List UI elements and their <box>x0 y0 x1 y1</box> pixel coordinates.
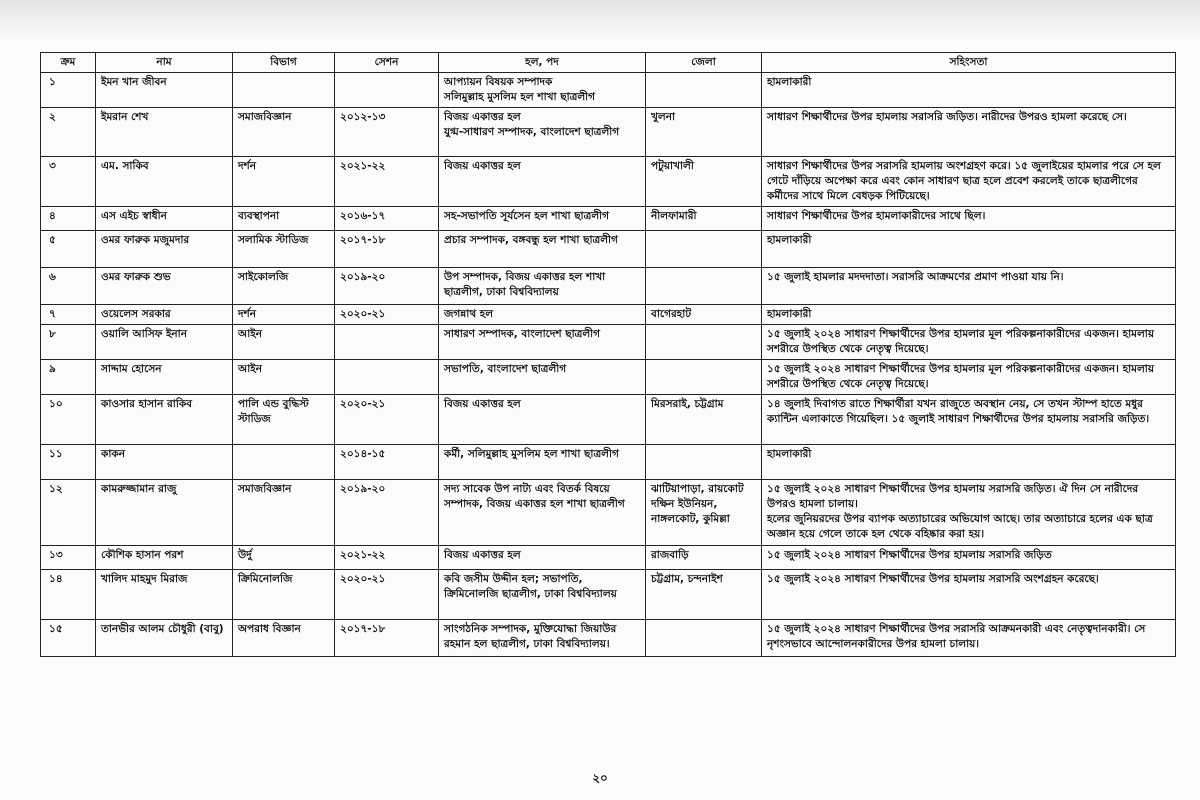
cell-serial: ৩ <box>41 157 96 207</box>
cell-violence: ১৫ জুলাই ২০২৪ সাধারণ শিক্ষার্থীদের উপর হামলায় সরাসরি জড়িত <box>762 546 1176 570</box>
cell-department: অপরাধ বিজ্ঞান <box>233 620 335 657</box>
cell-violence: ১৫ জুলাই ২০২৪ সাধারণ শিক্ষার্থীদের উপর হামলায় সরাসরি অংশগ্রহন করেছে। <box>762 570 1176 620</box>
cell-session <box>335 360 439 395</box>
cell-name: ইমরান শেখ <box>96 108 233 157</box>
cell-session: ২০১৯-২০ <box>335 480 439 546</box>
cell-session: ২০১৯-২০ <box>335 268 439 305</box>
cell-hall-post: সহ-সভাপতি সূর্যসেন হল শাখা ছাত্রলীগ <box>439 207 646 231</box>
cell-department: সমাজবিজ্ঞান <box>233 108 335 157</box>
cell-name: ওমর ফারুক মজুমদার <box>96 231 233 268</box>
cell-district <box>646 445 762 480</box>
cell-session: ২০২০-২১ <box>335 395 439 445</box>
cell-name: ইমন খান জীবন <box>96 73 233 108</box>
scan-top-shadow <box>0 0 1200 40</box>
cell-department: দর্শন <box>233 305 335 325</box>
cell-district: পটুয়াখালী <box>646 157 762 207</box>
cell-serial: ৪ <box>41 207 96 231</box>
cell-department: আইন <box>233 360 335 395</box>
cell-department: সাইকোলজি <box>233 268 335 305</box>
cell-district: মিরসরাই, চট্টগ্রাম <box>646 395 762 445</box>
page-number: ২০ <box>592 771 608 785</box>
accused-list-table <box>40 52 1176 657</box>
table-row <box>41 480 1176 546</box>
cell-district <box>646 325 762 360</box>
cell-hall-post: উপ সম্পাদক, বিজয় একাত্তর হল শাখা ছাত্রলীগ, ঢাকা বিশ্ববিদ্যালয় <box>439 268 646 305</box>
cell-department: ব্যবস্থাপনা <box>233 207 335 231</box>
cell-department <box>233 73 335 108</box>
cell-district <box>646 73 762 108</box>
cell-district: বাগেরহাট <box>646 305 762 325</box>
cell-department: সলামিক স্টাডিজ <box>233 231 335 268</box>
cell-session: ২০১২-১৩ <box>335 108 439 157</box>
cell-hall-post: কর্মী, সলিমুল্লাহ মুসলিম হল শাখা ছাত্রলীগ <box>439 445 646 480</box>
cell-hall-post: কবি জসীম উদ্দীন হল; সভাপতি, ক্রিমিনোলজি ছাত্রলীগ, ঢাকা বিশ্ববিদ্যালয় <box>439 570 646 620</box>
cell-district: চট্টগ্রাম, চন্দনাইশ <box>646 570 762 620</box>
cell-serial: ২ <box>41 108 96 157</box>
table-row <box>41 360 1176 395</box>
table-row <box>41 305 1176 325</box>
table-row <box>41 231 1176 268</box>
cell-hall-post: সাংগঠনিক সম্পাদক, মুক্তিযোদ্ধা জিয়াউর রহমান হল ছাত্রলীগ, ঢাকা বিশ্ববিদ্যালয়। <box>439 620 646 657</box>
cell-violence: ১৪ জুলাই দিবাগত রাতে শিক্ষার্থীরা যখন রাজুতে অবস্থান নেয়, সে তখন স্টাম্প হাতে মধুর ক্যান্টিন এলাকাতে গিয়েছিল। ১৫ জুলাই সাধারণ শিক্ষার্থীদের উপর হামলায় সরাসরি জড়িত। <box>762 395 1176 445</box>
cell-serial: ৯ <box>41 360 96 395</box>
cell-name: এম. সাকিব <box>96 157 233 207</box>
cell-department <box>233 445 335 480</box>
cell-violence: সাধারণ শিক্ষার্থীদের উপর সরাসরি হামলায় অংশগ্রহণ করে। ১৫ জুলাইয়ের হামলার পরে সে হল গেটে দাঁড়িয়ে অপেক্ষা করে এবং কোন সাধারণ ছাত্র হলে প্রবেশ করলেই তাকে ছাত্রলীগের কর্মীদের সাথে মিলে বেধড়ক পিটিয়েছে। <box>762 157 1176 207</box>
cell-district: ঝাটিয়াপাড়া, রায়কোট দক্ষিন ইউনিয়ন, নাঙ্গলকোট, কুমিল্লা <box>646 480 762 546</box>
cell-serial: ১৪ <box>41 570 96 620</box>
table-row <box>41 325 1176 360</box>
cell-department: দর্শন <box>233 157 335 207</box>
cell-name: সাদ্দাম হোসেন <box>96 360 233 395</box>
cell-name: ওমর ফারুক শুভ <box>96 268 233 305</box>
cell-hall-post: সাধারণ সম্পাদক, বাংলাদেশ ছাত্রলীগ <box>439 325 646 360</box>
header-district: জেলা <box>646 53 762 73</box>
cell-serial: ৫ <box>41 231 96 268</box>
cell-violence: হামলাকারী <box>762 305 1176 325</box>
cell-violence: হামলাকারী <box>762 231 1176 268</box>
cell-district <box>646 360 762 395</box>
cell-hall-post: জগন্নাথ হল <box>439 305 646 325</box>
cell-session: ২০২০-২১ <box>335 570 439 620</box>
cell-serial: ১৫ <box>41 620 96 657</box>
cell-serial: ১১ <box>41 445 96 480</box>
table-row <box>41 157 1176 207</box>
cell-hall-post: সভাপতি, বাংলাদেশ ছাত্রলীগ <box>439 360 646 395</box>
table-row <box>41 108 1176 157</box>
cell-name: এস এইচ স্বাধীন <box>96 207 233 231</box>
cell-name: ওয়ালি আসিফ ইনান <box>96 325 233 360</box>
cell-district <box>646 268 762 305</box>
cell-name: ওয়েলেস সরকার <box>96 305 233 325</box>
cell-serial: ১২ <box>41 480 96 546</box>
cell-district: রাজবাড়ি <box>646 546 762 570</box>
cell-serial: ১০ <box>41 395 96 445</box>
cell-district: নীলফামারী <box>646 207 762 231</box>
cell-name: খালিদ মাহমুদ মিরাজ <box>96 570 233 620</box>
cell-district: খুলনা <box>646 108 762 157</box>
cell-session <box>335 325 439 360</box>
cell-department: উর্দু <box>233 546 335 570</box>
header-hall-post: হল, পদ <box>439 53 646 73</box>
cell-name: কাকন <box>96 445 233 480</box>
cell-violence: হামলাকারী <box>762 73 1176 108</box>
cell-violence: ১৫ জুলাই ২০২৪ সাধারণ শিক্ষার্থীদের উপর হামলায় সরাসরি জড়িত। ঐ দিন সে নারীদের উপরও হামলা চালায়। হলের জুনিয়রদের উপর ব্যাপক অত্যাচারের অভিযোগ আছে। তার অত্যাচারে হলের এক ছাত্র অজ্ঞান হয়ে গেলে তাকে হল থেকে বহিষ্কার করা হয়। <box>762 480 1176 546</box>
cell-serial: ১৩ <box>41 546 96 570</box>
header-violence: সহিংসতা <box>762 53 1176 73</box>
cell-violence: ১৫ জুলাই ২০২৪ সাধারণ শিক্ষার্থীদের উপর হামলার মূল পরিকল্পনাকারীদের একজন। হামলায় সশরীরে উপস্থিত থেকে নেতৃত্ব দিয়েছে। <box>762 325 1176 360</box>
cell-violence: ১৫ জুলাই ২০২৪ সাধারণ শিক্ষার্থীদের উপর সরাসরি আক্রমনকারী এবং নেতৃত্বদানকারী। সে নৃশংসভাবে আন্দোলনকারীদের উপর হামলা চালায়। <box>762 620 1176 657</box>
cell-name: তানভীর আলম চৌধুরী (বাবু) <box>96 620 233 657</box>
cell-district <box>646 231 762 268</box>
cell-department: ক্রিমিনোলজি <box>233 570 335 620</box>
cell-hall-post: বিজয় একাত্তর হল <box>439 157 646 207</box>
table-row <box>41 73 1176 108</box>
cell-serial: ৬ <box>41 268 96 305</box>
table-row <box>41 620 1176 657</box>
cell-violence: সাধারণ শিক্ষার্থীদের উপর হামলায় সরাসরি জড়িত। নারীদের উপরও হামলা করেছে সে। <box>762 108 1176 157</box>
cell-session: ২০২০-২১ <box>335 305 439 325</box>
table-row <box>41 546 1176 570</box>
cell-name: কাওসার হাসান রাকিব <box>96 395 233 445</box>
cell-hall-post: প্রচার সম্পাদক, বঙ্গবন্ধু হল শাখা ছাত্রলীগ <box>439 231 646 268</box>
header-serial: ক্রম <box>41 53 96 73</box>
cell-serial: ১ <box>41 73 96 108</box>
header-department: বিভাগ <box>233 53 335 73</box>
cell-hall-post: বিজয় একাত্তর হল যুগ্ম-সাধারণ সম্পাদক, বাংলাদেশ ছাত্রলীগ <box>439 108 646 157</box>
cell-hall-post: আপ্যায়ন বিষয়ক সম্পাদক সলিমুল্লাহ মুসলিম হল শাখা ছাত্রলীগ <box>439 73 646 108</box>
cell-name: কামরুজ্জামান রাজু <box>96 480 233 546</box>
cell-department: আইন <box>233 325 335 360</box>
cell-district <box>646 620 762 657</box>
cell-violence: হামলাকারী <box>762 445 1176 480</box>
cell-hall-post: বিজয় একাত্তর হল <box>439 546 646 570</box>
table-row <box>41 207 1176 231</box>
table-row <box>41 395 1176 445</box>
cell-serial: ৭ <box>41 305 96 325</box>
table-row <box>41 445 1176 480</box>
cell-session: ২০১৬-১৭ <box>335 207 439 231</box>
header-session: সেশন <box>335 53 439 73</box>
table-row <box>41 570 1176 620</box>
cell-session: ২০২১-২২ <box>335 546 439 570</box>
cell-violence: ১৫ জুলাই হামলার মদদদাতা। সরাসরি আক্রমণের প্রমাণ পাওয়া যায় নি। <box>762 268 1176 305</box>
cell-department: সমাজবিজ্ঞান <box>233 480 335 546</box>
cell-session: ২০১৭-১৮ <box>335 620 439 657</box>
cell-name: কৌশিক হাসান পরশ <box>96 546 233 570</box>
cell-department: পালি এন্ড বুদ্ধিস্ট স্টাডিজ <box>233 395 335 445</box>
cell-session: ২০১৪-১৫ <box>335 445 439 480</box>
table-row <box>41 268 1176 305</box>
cell-session: ২০১৭-১৮ <box>335 231 439 268</box>
cell-session: ২০২১-২২ <box>335 157 439 207</box>
cell-violence: ১৫ জুলাই ২০২৪ সাধারণ শিক্ষার্থীদের উপর হামলার মূল পরিকল্পনাকারীদের একজন। হামলায় সশরীরে উপস্থিত থেকে নেতৃত্ব দিয়েছে। <box>762 360 1176 395</box>
header-name: নাম <box>96 53 233 73</box>
cell-hall-post: সদ্য সাবেক উপ নাট্য এবং বিতর্ক বিষয়ে সম্পাদক, বিজয় একাত্তর হল শাখা ছাত্রলীগ <box>439 480 646 546</box>
cell-session <box>335 73 439 108</box>
table-header-row <box>41 53 1176 73</box>
cell-serial: ৮ <box>41 325 96 360</box>
cell-hall-post: বিজয় একাত্তর হল <box>439 395 646 445</box>
cell-violence: সাধারণ শিক্ষার্থীদের উপর হামলাকারীদের সাথে ছিল। <box>762 207 1176 231</box>
